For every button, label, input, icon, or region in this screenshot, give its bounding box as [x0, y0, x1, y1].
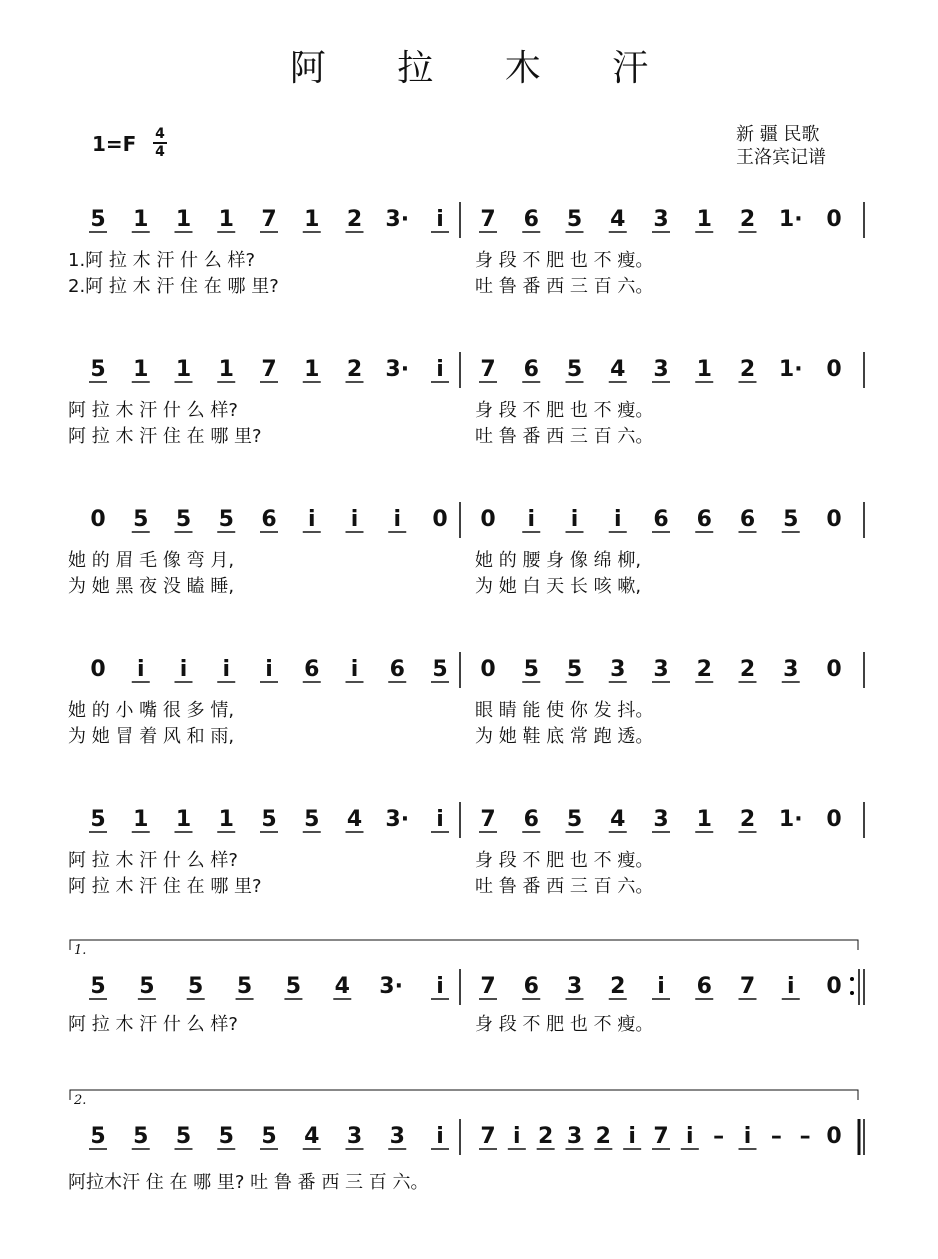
note: i	[307, 507, 316, 532]
note: 2	[538, 1124, 554, 1149]
note: 1	[218, 357, 234, 382]
note: 4	[610, 207, 626, 232]
note: 6	[523, 807, 539, 832]
note: –	[770, 1124, 782, 1149]
note: i	[350, 507, 359, 532]
note: 0	[432, 507, 448, 532]
note: 5	[218, 507, 234, 532]
note: i	[436, 357, 444, 382]
note: –	[799, 1124, 811, 1149]
note: 2	[739, 357, 756, 382]
song-title: 阿 拉 木 汗	[289, 48, 679, 89]
note: 7	[261, 357, 277, 382]
note: 1	[696, 807, 712, 832]
note: i	[436, 1124, 444, 1149]
note: i	[527, 507, 536, 532]
note: 2	[739, 657, 756, 682]
note: 5	[566, 357, 583, 382]
note: 5	[139, 974, 155, 999]
note: 7	[480, 974, 496, 999]
note: 6	[653, 507, 669, 532]
time-signature-top: 4	[155, 126, 165, 142]
lyric-line: 2.阿 拉 木 汗 住 在 哪 里?	[68, 276, 279, 297]
note: 1	[304, 207, 320, 232]
lyric-line: 阿拉木汗 住 在 哪 里? 吐 鲁 番 西 三 百 六。	[68, 1172, 429, 1193]
note: 1·	[778, 807, 803, 832]
note: 5	[783, 507, 799, 532]
note: 5	[566, 807, 583, 832]
note: 0	[90, 657, 106, 682]
note: 4	[610, 807, 626, 832]
lyric-line: 阿 拉 木 汗 住 在 哪 里?	[68, 876, 262, 897]
note: 1	[175, 807, 192, 832]
note: 5	[90, 1124, 106, 1149]
note: 3	[653, 357, 669, 382]
note: 5	[90, 807, 106, 832]
note: 1	[696, 357, 712, 382]
note: 7	[480, 357, 496, 382]
note: 3	[653, 807, 669, 832]
lyric-line: 身 段 不 肥 也 不 瘦。	[475, 850, 654, 871]
note: 3	[346, 1124, 363, 1149]
note: 1	[304, 357, 320, 382]
note: 0	[826, 357, 842, 382]
note: 6	[696, 507, 712, 532]
note: 5	[90, 974, 106, 999]
note: 4	[346, 807, 363, 832]
note: 7	[739, 974, 756, 999]
note: 6	[739, 507, 756, 532]
note: i	[786, 974, 795, 999]
note: i	[179, 657, 188, 682]
note: 5	[188, 974, 204, 999]
note: 5	[566, 657, 583, 682]
note: 5	[261, 1124, 277, 1149]
note: i	[743, 1124, 752, 1149]
note: 2	[610, 974, 626, 999]
note: i	[136, 657, 145, 682]
note: 0	[826, 207, 842, 232]
note: 0	[90, 507, 106, 532]
lyric-line: 眼 睛 能 使 你 发 抖。	[475, 700, 654, 721]
note: 1	[133, 357, 149, 382]
credit-origin: 新 疆 民歌	[736, 124, 820, 145]
volta-bracket	[70, 1090, 858, 1100]
note: 7	[480, 807, 496, 832]
note: 5	[90, 207, 106, 232]
note: i	[393, 507, 402, 532]
note: i	[686, 1124, 694, 1149]
note: 1	[218, 207, 234, 232]
note: 5	[218, 1124, 234, 1149]
note: 1·	[778, 357, 803, 382]
note: 1	[133, 207, 149, 232]
note: 3	[566, 974, 583, 999]
note: 1·	[778, 207, 803, 232]
note: i	[436, 974, 444, 999]
note: 6	[696, 974, 712, 999]
lyric-line: 为 她 白 天 长 咳 嗽,	[475, 576, 642, 597]
note: 7	[653, 1124, 669, 1149]
lyric-line: 她 的 眉 毛 像 弯 月,	[68, 550, 235, 571]
note: 3	[610, 657, 626, 682]
note: i	[513, 1124, 521, 1149]
note: i	[436, 207, 444, 232]
lyric-line: 阿 拉 木 汗 什 么 样?	[68, 1014, 238, 1035]
note: 2	[346, 207, 363, 232]
note: 1	[218, 807, 234, 832]
note: 6	[523, 974, 539, 999]
lyric-line: 吐 鲁 番 西 三 百 六。	[475, 276, 654, 297]
note: i	[657, 974, 665, 999]
note: 2	[696, 657, 712, 682]
note: 6	[261, 507, 277, 532]
note: 3·	[385, 357, 410, 382]
note: 6	[523, 357, 539, 382]
lyric-line: 为 她 冒 着 风 和 雨,	[68, 726, 235, 747]
note: 0	[480, 507, 496, 532]
note: 2	[739, 807, 756, 832]
note: 5	[261, 807, 277, 832]
note: 4	[304, 1124, 320, 1149]
repeat-dot	[850, 991, 854, 995]
repeat-dot	[850, 977, 854, 981]
note: 5	[175, 1124, 192, 1149]
note: i	[222, 657, 231, 682]
note: 4	[334, 974, 350, 999]
note: 1	[133, 807, 149, 832]
note: i	[436, 807, 444, 832]
note: i	[265, 657, 273, 682]
lyric-line: 她 的 小 嘴 很 多 情,	[68, 700, 235, 721]
time-signature-bottom: 4	[155, 144, 165, 160]
note: 1	[175, 207, 192, 232]
note: 0	[826, 507, 842, 532]
note: 5	[566, 207, 583, 232]
note: i	[628, 1124, 636, 1149]
lyric-line: 身 段 不 肥 也 不 瘦。	[475, 250, 654, 271]
note: 6	[523, 207, 539, 232]
lyric-line: 1.阿 拉 木 汗 什 么 样?	[68, 250, 256, 271]
note: 3·	[385, 207, 410, 232]
note: 0	[826, 807, 842, 832]
note: 5	[236, 974, 253, 999]
volta-label: 2.	[74, 1093, 87, 1108]
key-signature: 1=F	[92, 132, 137, 156]
note: 3	[389, 1124, 405, 1149]
note: 3·	[385, 807, 410, 832]
note: 5	[175, 507, 192, 532]
lyric-line: 为 她 黑 夜 没 瞌 睡,	[68, 576, 235, 597]
note: 5	[133, 507, 149, 532]
note: 0	[826, 657, 842, 682]
lyric-line: 阿 拉 木 汗 什 么 样?	[68, 850, 238, 871]
lyric-line: 吐 鲁 番 西 三 百 六。	[475, 876, 654, 897]
note: i	[613, 507, 622, 532]
credit-transcriber: 王洛宾记谱	[736, 147, 826, 168]
note: 3	[783, 657, 799, 682]
lyric-line: 身 段 不 肥 也 不 瘦。	[475, 1014, 654, 1035]
lyric-line: 阿 拉 木 汗 什 么 样?	[68, 400, 238, 421]
note: –	[713, 1124, 725, 1149]
note: 0	[480, 657, 496, 682]
note: 5	[90, 357, 106, 382]
volta-label: 1.	[74, 943, 87, 958]
lyric-line: 身 段 不 肥 也 不 瘦。	[475, 400, 654, 421]
note: 3	[653, 657, 669, 682]
lyric-line: 她 的 腰 身 像 绵 柳,	[475, 550, 642, 571]
note: 1	[175, 357, 192, 382]
note: 6	[389, 657, 405, 682]
note: 7	[480, 207, 496, 232]
note: 6	[304, 657, 320, 682]
note: 4	[610, 357, 626, 382]
note: 7	[261, 207, 277, 232]
note: 7	[480, 1124, 496, 1149]
note: 2	[739, 207, 756, 232]
note: 2	[346, 357, 363, 382]
note: 5	[304, 807, 320, 832]
note: i	[350, 657, 359, 682]
note: 5	[133, 1124, 149, 1149]
note: 0	[826, 1124, 842, 1149]
note: 5	[523, 657, 539, 682]
note: 3·	[379, 974, 403, 999]
note: 0	[826, 974, 842, 999]
lyric-line: 为 她 鞋 底 常 跑 透。	[475, 726, 654, 747]
note: i	[570, 507, 579, 532]
lyric-line: 阿 拉 木 汗 住 在 哪 里?	[68, 426, 262, 447]
note: 3	[566, 1124, 583, 1149]
lyric-line: 吐 鲁 番 西 三 百 六。	[475, 426, 654, 447]
note: 1	[696, 207, 712, 232]
note: 2	[595, 1124, 611, 1149]
note: 5	[285, 974, 302, 999]
note: 5	[432, 657, 448, 682]
note: 3	[653, 207, 669, 232]
volta-bracket	[70, 940, 858, 950]
